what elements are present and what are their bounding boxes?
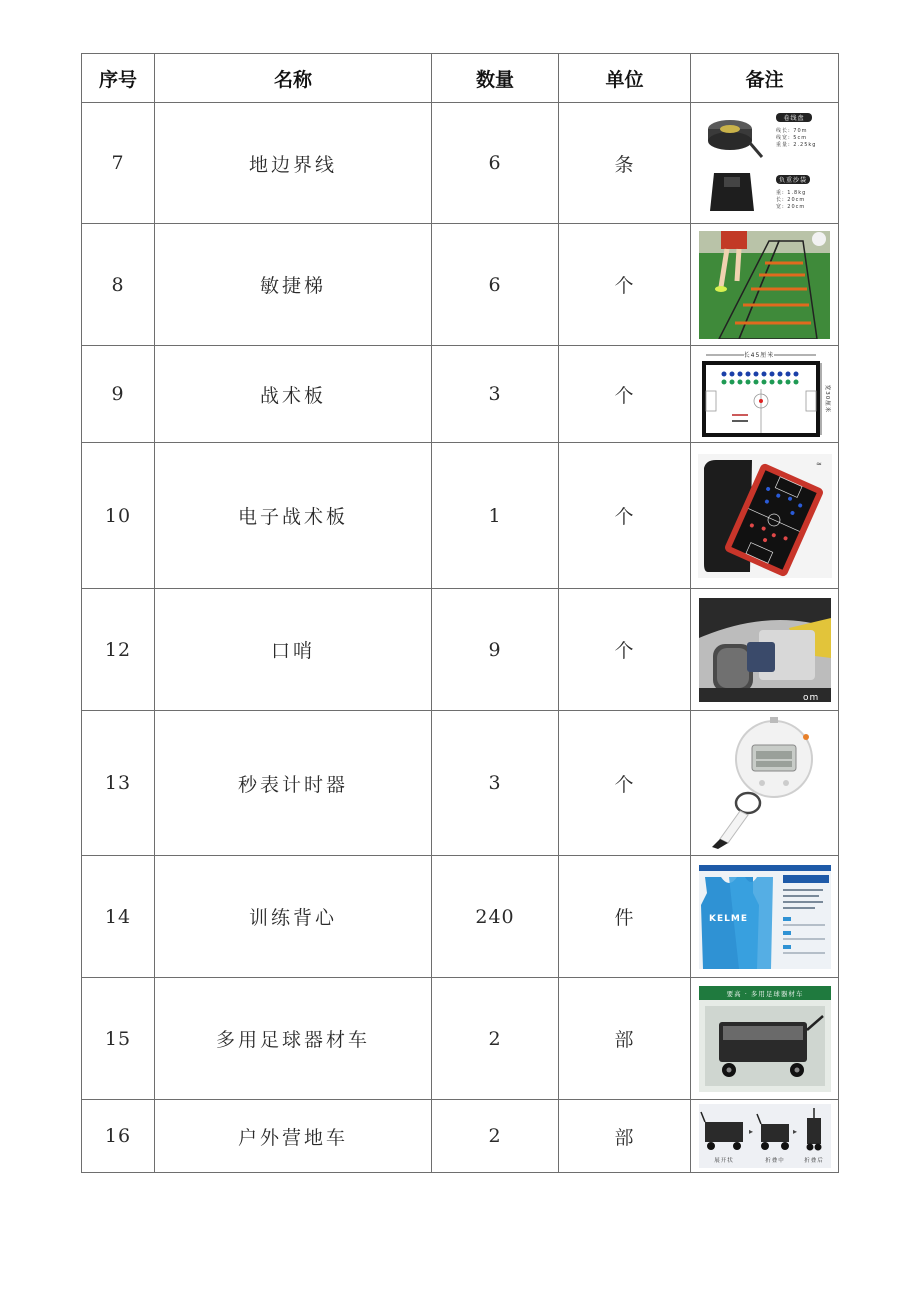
row-qty: 240 bbox=[432, 856, 559, 978]
wagon-step: 展开状 bbox=[713, 1158, 734, 1164]
row-unit: 条 bbox=[559, 103, 691, 224]
row-qty: 2 bbox=[432, 1100, 559, 1173]
row-qty: 2 bbox=[432, 978, 559, 1100]
table-row bbox=[82, 589, 839, 711]
line-marker-kit-image bbox=[700, 107, 830, 219]
sandbag-spec: 长: 20cm bbox=[775, 197, 805, 203]
training-vest-image bbox=[699, 865, 831, 969]
row-no: 12 bbox=[82, 589, 155, 711]
table-row bbox=[82, 978, 839, 1100]
stopwatch-image bbox=[698, 715, 832, 851]
row-remark bbox=[691, 103, 839, 224]
row-remark bbox=[691, 443, 839, 589]
row-unit: 个 bbox=[559, 224, 691, 346]
row-name: 训练背心 bbox=[155, 856, 432, 978]
camp-wagon-image bbox=[699, 1104, 831, 1168]
row-qty: 6 bbox=[432, 103, 559, 224]
row-no: 14 bbox=[82, 856, 155, 978]
row-qty: 9 bbox=[432, 589, 559, 711]
row-name: 战术板 bbox=[155, 346, 432, 443]
row-remark bbox=[691, 1100, 839, 1173]
cart-banner: 要高 · 多用足球器材车 bbox=[726, 989, 803, 998]
table-row bbox=[82, 856, 839, 978]
table-row bbox=[82, 346, 839, 443]
row-remark bbox=[691, 711, 839, 856]
row-name: 户外营地车 bbox=[155, 1100, 432, 1173]
svg-text:▸: ▸ bbox=[748, 1127, 754, 1136]
line-kit-spec: 线长: 70m bbox=[775, 128, 808, 134]
table-row bbox=[82, 711, 839, 856]
sandbag-spec: 宽: 20cm bbox=[775, 204, 805, 210]
row-name: 口哨 bbox=[155, 589, 432, 711]
header-name: 名称 bbox=[155, 54, 432, 103]
header-qty: 数量 bbox=[432, 54, 559, 103]
row-no: 15 bbox=[82, 978, 155, 1100]
row-unit: 个 bbox=[559, 443, 691, 589]
header-no: 序号 bbox=[82, 54, 155, 103]
header-remark: 备注 bbox=[691, 54, 839, 103]
line-kit-label: 卷线盘 bbox=[782, 115, 805, 122]
row-unit: 个 bbox=[559, 346, 691, 443]
svg-text:om: om bbox=[802, 692, 819, 702]
table-row bbox=[82, 103, 839, 224]
row-name: 地边界线 bbox=[155, 103, 432, 224]
row-qty: 3 bbox=[432, 711, 559, 856]
row-remark bbox=[691, 856, 839, 978]
wagon-step: 折叠中 bbox=[764, 1158, 785, 1164]
row-no: 10 bbox=[82, 443, 155, 589]
row-unit: 部 bbox=[559, 978, 691, 1100]
equipment-cart-image bbox=[699, 986, 831, 1092]
row-remark bbox=[691, 224, 839, 346]
line-kit-spec: 线宽: 5cm bbox=[775, 135, 807, 141]
row-remark bbox=[691, 589, 839, 711]
svg-text:▸: ▸ bbox=[792, 1127, 798, 1136]
row-unit: 个 bbox=[559, 589, 691, 711]
sandbag-label: 负重沙袋 bbox=[778, 177, 807, 184]
header-unit: 单位 bbox=[559, 54, 691, 103]
tactics-board-image bbox=[698, 349, 832, 439]
row-unit: 件 bbox=[559, 856, 691, 978]
row-name: 电子战术板 bbox=[155, 443, 432, 589]
table-row bbox=[82, 224, 839, 346]
sandbag-spec: 重: 1.8kg bbox=[775, 190, 806, 196]
row-no: 16 bbox=[82, 1100, 155, 1173]
row-qty: 3 bbox=[432, 346, 559, 443]
row-no: 13 bbox=[82, 711, 155, 856]
row-name: 多用足球器材车 bbox=[155, 978, 432, 1100]
equipment-table bbox=[81, 53, 839, 1173]
svg-text:≈: ≈ bbox=[815, 459, 823, 468]
board-length-label: 长45厘米 bbox=[743, 352, 774, 359]
row-remark bbox=[691, 346, 839, 443]
electronic-tactics-board-image bbox=[698, 454, 832, 578]
vest-brand: KELME bbox=[708, 913, 748, 924]
row-qty: 1 bbox=[432, 443, 559, 589]
table-row bbox=[82, 1100, 839, 1173]
row-remark bbox=[691, 978, 839, 1100]
row-qty: 6 bbox=[432, 224, 559, 346]
row-no: 9 bbox=[82, 346, 155, 443]
row-name: 秒表计时器 bbox=[155, 711, 432, 856]
row-no: 8 bbox=[82, 224, 155, 346]
whistle-image bbox=[699, 598, 831, 702]
table-header-row bbox=[82, 54, 839, 103]
table-row bbox=[82, 443, 839, 589]
row-no: 7 bbox=[82, 103, 155, 224]
board-width-label: 宽30厘米 bbox=[823, 384, 830, 414]
agility-ladder-image bbox=[699, 231, 830, 339]
line-kit-spec: 重量: 2.25kg bbox=[775, 142, 816, 148]
wagon-step: 折叠后 bbox=[803, 1158, 824, 1164]
row-unit: 个 bbox=[559, 711, 691, 856]
row-unit: 部 bbox=[559, 1100, 691, 1173]
row-name: 敏捷梯 bbox=[155, 224, 432, 346]
